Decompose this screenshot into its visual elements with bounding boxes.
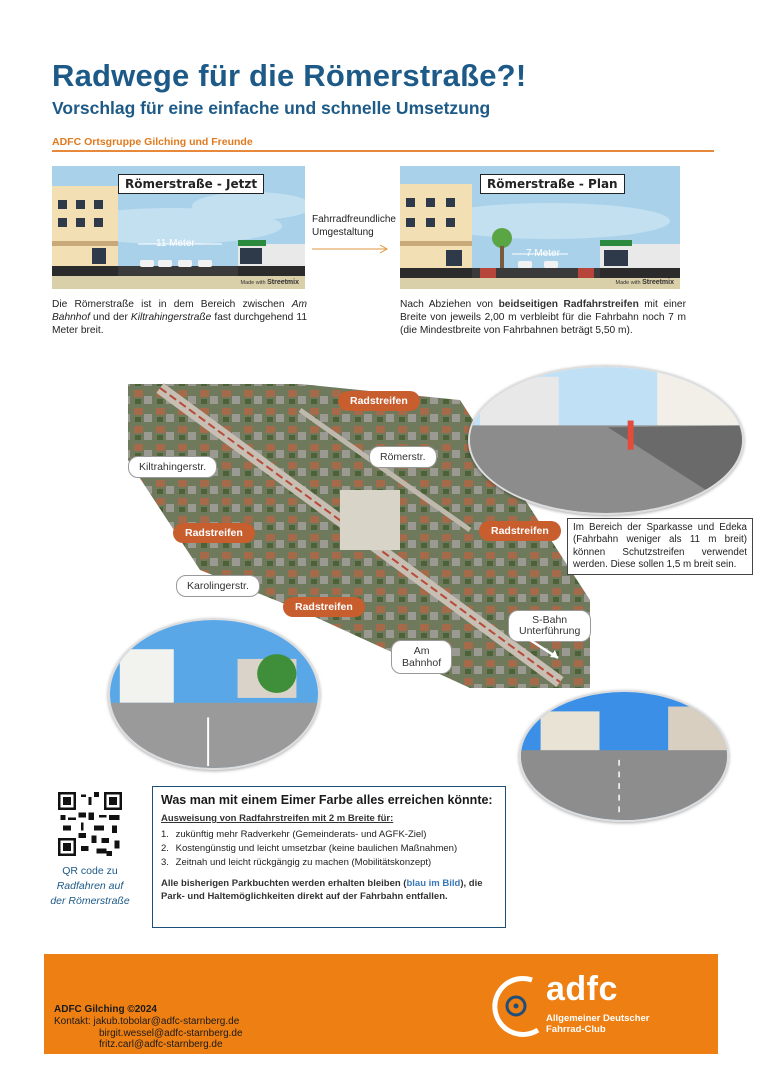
- streetmix-credit: Made with Streetmix: [615, 279, 674, 286]
- contact-email[interactable]: fritz.carl@adfc-starnberg.de: [99, 1039, 223, 1050]
- photo-street-north: [468, 365, 744, 515]
- diagram-title-now: Römerstraße - Jetzt: [118, 174, 264, 194]
- contact-email[interactable]: Kontakt: jakub.tobolar@adfc-starnberg.de: [54, 1016, 240, 1027]
- qr-code[interactable]: [58, 792, 122, 856]
- callout-radstreifen: Radstreifen: [479, 521, 561, 541]
- photo-street-east: [519, 690, 729, 822]
- schutzstreifen-note: Im Bereich der Sparkasse und Edeka (Fahrbahn weniger als 11 m breit) können Schutzstreifen verwendet werden. Diese sollen 1,5 m breit sein.: [567, 518, 753, 575]
- callout-radstreifen: Radstreifen: [283, 597, 365, 617]
- benefits-heading: Was man mit einem Eimer Farbe alles erreichen könnte:: [161, 793, 493, 807]
- list-item: 1. zukünftig mehr Radverkehr (Gemeinderats- und AGFK-Ziel): [161, 829, 427, 840]
- list-item: 3. Zeitnah und leicht rückgängig zu machen (Mobilitätskonzept): [161, 857, 432, 868]
- benefits-box: [152, 786, 506, 928]
- photo-street-west: [108, 618, 320, 770]
- diagram-title-plan: Römerstraße - Plan: [480, 174, 625, 194]
- adfc-logo-icon: [492, 974, 544, 1044]
- street-diagram-plan: [400, 166, 680, 289]
- adfc-logo: adfc Allgemeiner Deutscher Fahrrad-Club: [492, 970, 652, 1048]
- width-label-plan: 7 Meter: [526, 248, 560, 259]
- callout-karolingerstr: Karolingerstr.: [176, 575, 260, 597]
- streetmix-credit: Made with Streetmix: [240, 279, 299, 286]
- callout-sbahn-underpass: S-Bahn Unterführung: [508, 610, 591, 642]
- street-diagram-now: [52, 166, 305, 289]
- transition-label: Fahrradfreundliche Umgestaltung: [312, 214, 396, 238]
- header-divider: [52, 150, 714, 152]
- page-title: Radwege für die Römerstraße?!: [52, 58, 527, 93]
- description-plan: Nach Abziehen von beidseitigen Radfahrstreifen mit einer Breite von jeweils 2,00 m verbleibt für die Fahrbahn noch 7 m (die Mindestbreite von Fahrbahnen beträgt 5,50 m).: [400, 299, 686, 336]
- parking-note: Alle bisherigen Parkbuchten werden erhalten bleiben (blau im Bild), die Park- und Haltemöglichkeiten direkt auf der Fahrbahn entfallen.: [161, 878, 483, 902]
- qr-caption: QR code zu Radfahren auf der Römerstraße: [50, 865, 130, 907]
- contact-block: [54, 1016, 243, 1051]
- callout-kiltrahingerstr: Kiltrahingerstr.: [128, 456, 217, 478]
- list-item: 2. Kostengünstig und leicht umsetzbar (keine baulichen Maßnahmen): [161, 843, 458, 854]
- callout-radstreifen: Radstreifen: [338, 391, 420, 411]
- width-label-now: 11 Meter: [156, 238, 195, 249]
- callout-am-bahnhof: Am Bahnhof: [391, 640, 452, 674]
- copyright: ADFC Gilching ©2024: [54, 1004, 157, 1015]
- benefits-subheading: Ausweisung von Radfahrstreifen mit 2 m Breite für:: [161, 813, 394, 824]
- transition-arrow-icon: [312, 244, 392, 254]
- arrow-icon: [528, 638, 564, 662]
- description-now: Die Römerstraße ist in dem Bereich zwischen Am Bahnhof und der Kiltrahingerstraße fast durchgehend 11 Meter breit.: [52, 299, 307, 336]
- org-label: ADFC Ortsgruppe Gilching und Freunde: [52, 136, 253, 148]
- footer: [44, 954, 718, 1054]
- benefits-list: [161, 828, 497, 870]
- page-subtitle: Vorschlag für eine einfache und schnelle Umsetzung: [52, 98, 491, 118]
- callout-roemerstr: Römerstr.: [369, 446, 437, 468]
- contact-email[interactable]: birgit.wessel@adfc-starnberg.de: [99, 1027, 243, 1039]
- callout-radstreifen: Radstreifen: [173, 523, 255, 543]
